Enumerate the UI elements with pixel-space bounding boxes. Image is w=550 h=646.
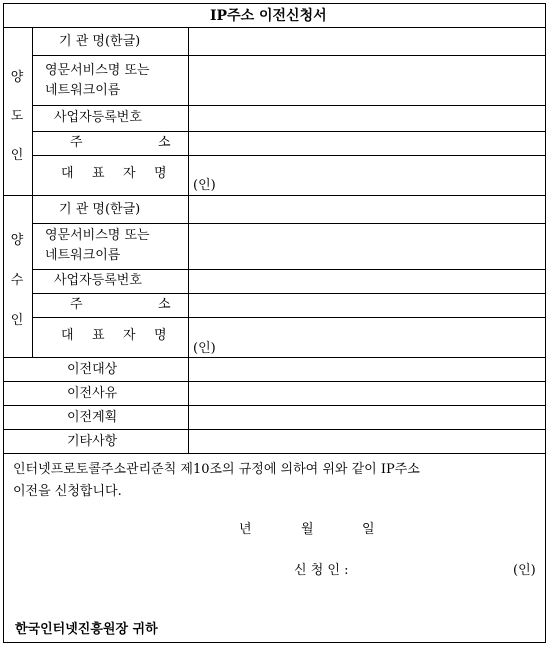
transfer-plan-label: 이전계획 bbox=[67, 410, 118, 425]
transferee-label-3: 인 bbox=[10, 313, 24, 328]
transferee-org-name-en-field[interactable] bbox=[189, 224, 545, 269]
transferor-label-2: 도 bbox=[10, 109, 24, 124]
transferor-rep-field[interactable] bbox=[189, 156, 545, 195]
transferor-label-1: 양 bbox=[10, 70, 24, 85]
transferee-org-name-en-label-1: 영문서비스명 또는 bbox=[45, 228, 150, 243]
transferor-org-name-ko-field[interactable] bbox=[189, 28, 545, 55]
applicant-name-field[interactable] bbox=[366, 557, 506, 581]
transferee-rep-label-2: 표 bbox=[92, 328, 105, 343]
form-title: IP주소 이전신청서 bbox=[210, 8, 327, 24]
transferee-biz-reg-label: 사업자등록번호 bbox=[54, 273, 142, 288]
transferee-rep-label-4: 명 bbox=[154, 328, 167, 343]
transferor-rep-label-1: 대 bbox=[61, 166, 74, 181]
transferee-biz-reg-field[interactable] bbox=[189, 270, 545, 293]
transferee-address-label-2: 소 bbox=[158, 297, 171, 312]
transferee-label-2: 수 bbox=[10, 273, 24, 288]
transferee-rep-field[interactable] bbox=[189, 318, 545, 357]
transfer-reason-field[interactable] bbox=[189, 382, 545, 405]
transferor-address-field[interactable] bbox=[189, 132, 545, 155]
transferor-rep-label-2: 표 bbox=[92, 166, 105, 181]
transferor-rep-label-4: 명 bbox=[154, 166, 167, 181]
transferee-label-1: 양 bbox=[10, 233, 24, 248]
applicant-label: 신 청 인 : bbox=[294, 563, 349, 578]
transferor-org-name-en-label-1: 영문서비스명 또는 bbox=[45, 63, 150, 78]
transferee-rep-label-1: 대 bbox=[61, 328, 74, 343]
transferor-seal: (인) bbox=[193, 178, 216, 193]
transferee-rep-label-3: 자 bbox=[123, 328, 136, 343]
transferee-address-field[interactable] bbox=[189, 294, 545, 317]
transfer-target-label: 이전대상 bbox=[67, 362, 118, 377]
transferor-address-label-2: 소 bbox=[158, 135, 171, 150]
transfer-reason-label: 이전사유 bbox=[67, 386, 118, 401]
transferee-org-name-ko-label: 기 관 명(한글) bbox=[59, 202, 141, 217]
date-month-label: 월 bbox=[301, 522, 314, 537]
declaration-line-1: 인터넷프로토콜주소관리준칙 제10조의 규정에 의하여 위와 같이 IP주소 bbox=[13, 462, 420, 477]
transferor-rep-label-3: 자 bbox=[123, 166, 136, 181]
transferor-org-name-ko-label: 기 관 명(한글) bbox=[59, 34, 141, 49]
date-year-label: 년 bbox=[239, 522, 252, 537]
ip-transfer-form bbox=[3, 3, 546, 643]
other-matters-label: 기타사항 bbox=[67, 434, 118, 449]
transferor-biz-reg-label: 사업자등록번호 bbox=[54, 110, 142, 125]
transferor-org-name-en-field[interactable] bbox=[189, 56, 545, 105]
declaration-line-2: 이전을 신청합니다. bbox=[13, 484, 122, 499]
transferee-address-label-1: 주 bbox=[70, 297, 83, 312]
transferor-biz-reg-field[interactable] bbox=[189, 106, 545, 131]
transferee-org-name-en-label-2: 네트워크이름 bbox=[45, 248, 121, 263]
date-day-label: 일 bbox=[362, 522, 375, 537]
transferee-seal: (인) bbox=[193, 341, 216, 356]
transferor-address-label-1: 주 bbox=[70, 135, 83, 150]
transferee-org-name-ko-field[interactable] bbox=[189, 196, 545, 223]
transferor-org-name-en-label-2: 네트워크이름 bbox=[45, 83, 121, 98]
applicant-seal: (인) bbox=[513, 563, 536, 578]
addressee: 한국인터넷진흥원장 귀하 bbox=[15, 622, 158, 637]
other-matters-field[interactable] bbox=[189, 430, 545, 453]
transfer-plan-field[interactable] bbox=[189, 406, 545, 429]
transferor-label-3: 인 bbox=[10, 148, 24, 163]
transfer-target-field[interactable] bbox=[189, 358, 545, 381]
